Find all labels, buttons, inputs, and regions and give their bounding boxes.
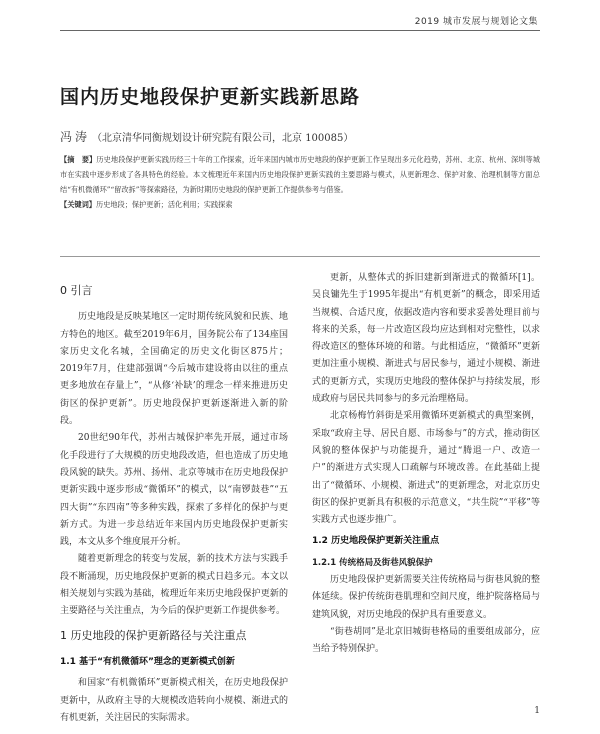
abstract-paragraph (60, 152, 540, 197)
abstract-text: 历史地段保护更新实践历经三十年的工作探索，近年来国内城市历史地段的保护更新工作呈现出多元化趋势，苏州、北京、杭州、深圳等城市在实践中逐步形成了各具特色的经验。本文梳理近年来国内历史地段保护更新实践的主要思路与模式，从更新理念、保护对象、治理机制等方面总结“有机微循环”“留改拆”等探索路径，为新时期历史地段的保护更新工作提供参考与借鉴。 (60, 155, 540, 194)
abstract-rule (60, 256, 540, 257)
abstract-label: 【摘 要】 (60, 155, 97, 164)
byline (60, 128, 353, 145)
body-paragraph: 历史地段是反映某地区一定时期传统风貌和民族、地方特色的地区。截至2019年6月，国务院公布了134座国家历史文化名城，全国确定的历史文化街区875片；2019年7月，住建部强调“今后城市建设将由以往的重点更多地放在存量上”，“从修‘补缺’的理念一样来推进历史街区的保护更新”。历史地段保护更新逐渐进入新的阶段。 (60, 312, 288, 427)
section-1-1-heading: 1.1 基于“有机微循环”理念的更新模式创新 (60, 656, 235, 667)
author-affiliation: （北京清华同衡规划设计研究院有限公司，北京 100085） (92, 133, 354, 144)
section-1-heading: 1 历史地段的保护更新路径与关注重点 (60, 628, 247, 642)
paper-title: 国内历史地段保护更新实践新思路 (60, 86, 361, 108)
body-paragraph: 北京杨梅竹斜街是采用微循环更新模式的典型案例，采取“政府主导、居民自愿、市场参与”的方式，推动街区风貌的整体保护与功能提升，通过“腾退一户、改造一户”的渐进方式实现人口疏解与环境改善。在此基础上提出了“微循环、小规模、渐进式”的更新理念，对北京历史街区的保护更新具有积极的示范意义，“共生院”“平移”等实践方式也逐步推广。 (312, 411, 540, 526)
body-paragraph: 历史地段保护更新需要关注传统格局与街巷风貌的整体延续。保护传统街巷肌理和空间尺度，维护院落格局与建筑风貌，对历史地段的保护具有重要意义。 (312, 575, 540, 620)
right-column (312, 270, 540, 659)
author-name: 冯涛 (60, 130, 91, 144)
header-rule (60, 30, 540, 31)
keywords-label: 【关键词】 (60, 200, 96, 209)
intro-heading: 0 引言 (60, 284, 93, 297)
body-paragraph: 更新，从整体式的拆旧建新到渐进式的微循环[1]。吴良镛先生于1995年提出“有机更新”的概念，即采用适当规模、合适尺度，依据改造内容和要求妥善处理目前与将来的关系，每一片改造区段均应达到相对完整性，以求得改造区的整体环境的和谐。与此相适应，“微循环”更新更加注重小规模、渐进式与居民参与，通过小规模、渐进式的更新方式，实现历史地段的整体保护与持续发展，形成政府与居民共同参与的多元治理格局。 (312, 273, 540, 405)
body-paragraph: 20世纪90年代，苏州古城保护率先开展，通过市场化手段进行了大规模的历史地段改造，但也造成了历史地段风貌的缺失。苏州、扬州、北京等城市在历史地段保护更新实践中逐步形成“微循环”的模式，以“南锣鼓巷”“五四大街”“东四南”等多种实践，探索了多样化的保护与更新方式。为进一步总结近年来国内历史地段保护更新实践，本文从多个维度展开分析。 (60, 433, 288, 548)
section-1-2-heading: 1.2 历史地段保护更新关注重点 (312, 536, 440, 547)
section-1-2-1-heading: 1.2.1 传统格局及街巷风貌保护 (312, 557, 433, 568)
keywords-line (60, 197, 540, 212)
running-head: 2019 城市发展与规划论文集 (414, 17, 538, 27)
body-paragraph: “街巷胡同”是北京旧城街巷格局的重要组成部分，应当给予特别保护。 (312, 626, 540, 655)
left-column (60, 276, 288, 727)
keywords-text: 历史地段；保护更新；活化利用；实践探索 (95, 200, 233, 209)
page-number: 1 (534, 706, 540, 716)
abstract-block (60, 152, 540, 212)
body-paragraph: 随着更新理念的转变与发展，新的技术方法与实践手段不断涌现，历史地段保护更新的模式日趋多元。本文以相关规划与实践为基础，梳理近年来历史地段保护更新的主要路径与关注重点，为今后的保护更新工作提供参考。 (60, 554, 288, 617)
body-paragraph: 和国家“有机微循环”更新模式相关，在历史地段保护更新中，从政府主导的大规模改造转向小规模、渐进式的有机更新，关注居民的实际需求。 (60, 678, 288, 723)
